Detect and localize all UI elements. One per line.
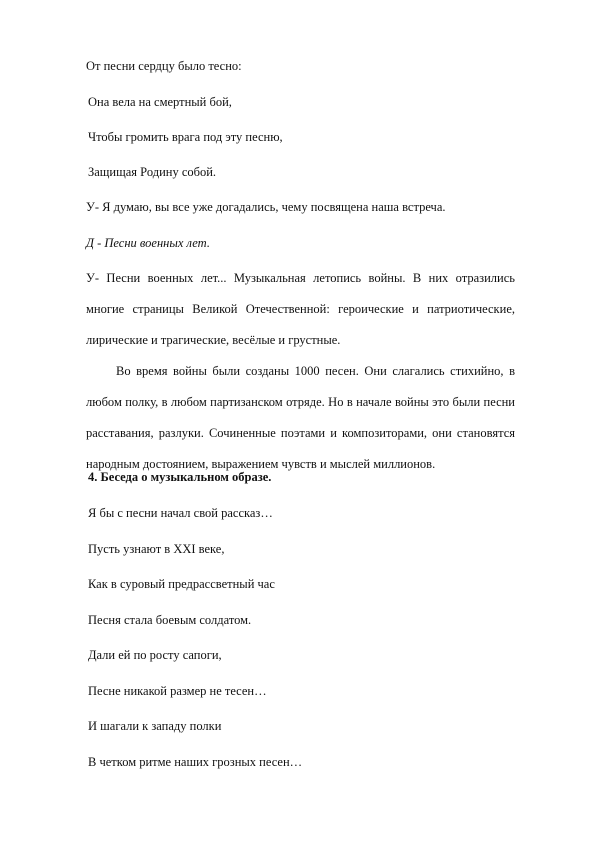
poem2-line-8: В четком ритме наших грозных песен…	[88, 755, 303, 769]
poem1-line-1: От песни сердцу было тесно:	[86, 59, 242, 73]
poem1-line-4: Защищая Родину собой.	[88, 165, 217, 179]
poem2-line-6: Песне никакой размер не тесен…	[88, 684, 267, 698]
poem2-line-3: Как в суровый предрассветный час	[88, 577, 275, 591]
poem2-line-1: Я бы с песни начал свой рассказ…	[88, 506, 273, 520]
poem2-line-2: Пусть узнают в XXI веке,	[88, 542, 225, 556]
poem1-line-3: Чтобы громить врага под эту песню,	[88, 130, 283, 144]
poem2-line-4: Песня стала боевым солдатом.	[88, 613, 252, 627]
poem2-line-5: Дали ей по росту сапоги,	[88, 648, 222, 662]
teacher-paragraph: У- Песни военных лет... Музыкальная летопись войны. В них отразились многие страницы Великой Отечественной: героические и патриотические, лирические и трагические, весёлые и грустные.	[86, 271, 515, 347]
teacher-line: У- Я думаю, вы все уже догадались, чему посвящена наша встреча.	[86, 200, 446, 214]
war-songs-paragraph: Во время войны были созданы 1000 песен. Они слагались стихийно, в любом полку, в любом партизанском отряде. Но в начале войны это были песни расставания, разлуки. Сочиненные поэтами и композиторами, они становятся народным достоянием, выражением чувств и мыслей миллионов.	[86, 364, 515, 471]
poem1-line-2: Она вела на смертный бой,	[88, 95, 232, 109]
section-heading: 4. Беседа о музыкальном образе.	[88, 470, 272, 484]
children-answer: Д - Песни военных лет.	[86, 236, 210, 250]
poem2-line-7: И шагали к западу полки	[88, 719, 222, 733]
